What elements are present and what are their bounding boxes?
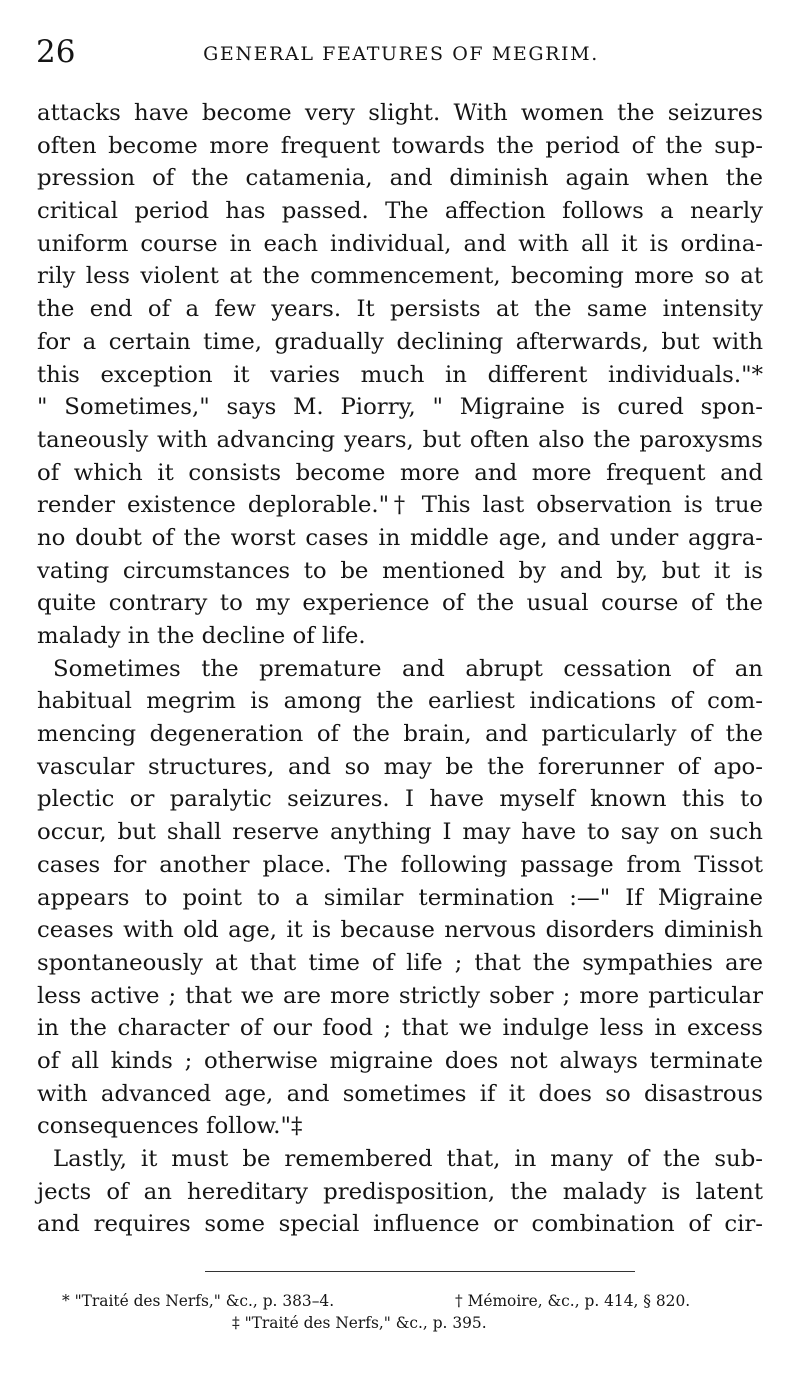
text-line: render existence deplorable."† This last observation is true: [37, 492, 763, 519]
text-line: critical period has passed. The affection follows a nearly: [37, 198, 763, 225]
text-line: ceases with old age, it is because nervous disorders diminish: [37, 917, 763, 944]
page-number: 26: [36, 34, 76, 70]
text-line: for a certain time, gradually declining afterwards, but with: [37, 328, 763, 355]
text-line: this exception it varies much in different individuals."*: [37, 361, 763, 388]
text-line: quite contrary to my experience of the usual course of the: [37, 590, 763, 617]
text-line: spontaneously at that time of life ; that the sympathies are: [37, 949, 763, 976]
text-line: rily less violent at the commencement, becoming more so at: [37, 263, 763, 290]
paragraph-start-line: Sometimes the premature and abrupt cessation of an: [53, 655, 763, 682]
body-text: [37, 97, 763, 1241]
footnote-double-dagger: ‡ "Traité des Nerfs," &c., p. 395.: [232, 1314, 487, 1332]
text-line: in the character of our food ; that we indulge less in excess: [37, 1015, 763, 1042]
text-line: of which it consists become more and more frequent and: [37, 459, 763, 486]
footnote-asterisk: * "Traité des Nerfs," &c., p. 383–4.: [62, 1292, 335, 1310]
text-line: with advanced age, and sometimes if it does so disastrous: [37, 1080, 763, 1107]
text-line: less active ; that we are more strictly sober ; more particular: [37, 982, 763, 1009]
text-line: " Sometimes," says M. Piorry, " Migraine is cured spon-: [37, 394, 763, 421]
text-line: appears to point to a similar termination :—" If Migraine: [37, 884, 763, 911]
text-line: the end of a few years. It persists at the same intensity: [37, 296, 763, 323]
running-title: GENERAL FEATURES OF MEGRIM.: [203, 43, 599, 65]
text-line: consequences follow."‡: [37, 1113, 303, 1140]
text-line: malady in the decline of life.: [37, 623, 366, 649]
text-line: vating circumstances to be mentioned by and by, but it is: [37, 557, 763, 584]
text-line: habitual megrim is among the earliest indications of com-: [37, 688, 763, 715]
text-line: and requires some special influence or combination of cir-: [37, 1211, 763, 1238]
text-line: occur, but shall reserve anything I may have to say on such: [37, 819, 763, 846]
text-line: of all kinds ; otherwise migraine does not always terminate: [37, 1047, 763, 1074]
footnote-dagger: † Mémoire, &c., p. 414, § 820.: [455, 1292, 691, 1310]
text-line: cases for another place. The following passage from Tissot: [37, 851, 763, 878]
text-line: uniform course in each individual, and with all it is ordina-: [37, 230, 763, 257]
text-line: often become more frequent towards the period of the sup-: [37, 132, 763, 159]
running-head: [36, 32, 766, 72]
text-line: mencing degeneration of the brain, and particularly of the: [37, 721, 763, 748]
text-line: taneously with advancing years, but often also the paroxysms: [37, 426, 763, 453]
text-line: attacks have become very slight. With women the seizures: [37, 100, 763, 126]
paragraph-start-line: Lastly, it must be remembered that, in many of the sub-: [53, 1146, 763, 1172]
footnote-divider: [205, 1271, 635, 1272]
text-line: no doubt of the worst cases in middle age, and under aggra-: [37, 524, 763, 551]
text-line: pression of the catamenia, and diminish again when the: [37, 165, 763, 192]
text-line: vascular structures, and so may be the forerunner of apo-: [37, 753, 763, 780]
text-line: plectic or paralytic seizures. I have myself known this to: [37, 786, 763, 813]
text-line: jects of an hereditary predisposition, the malady is latent: [37, 1178, 763, 1205]
